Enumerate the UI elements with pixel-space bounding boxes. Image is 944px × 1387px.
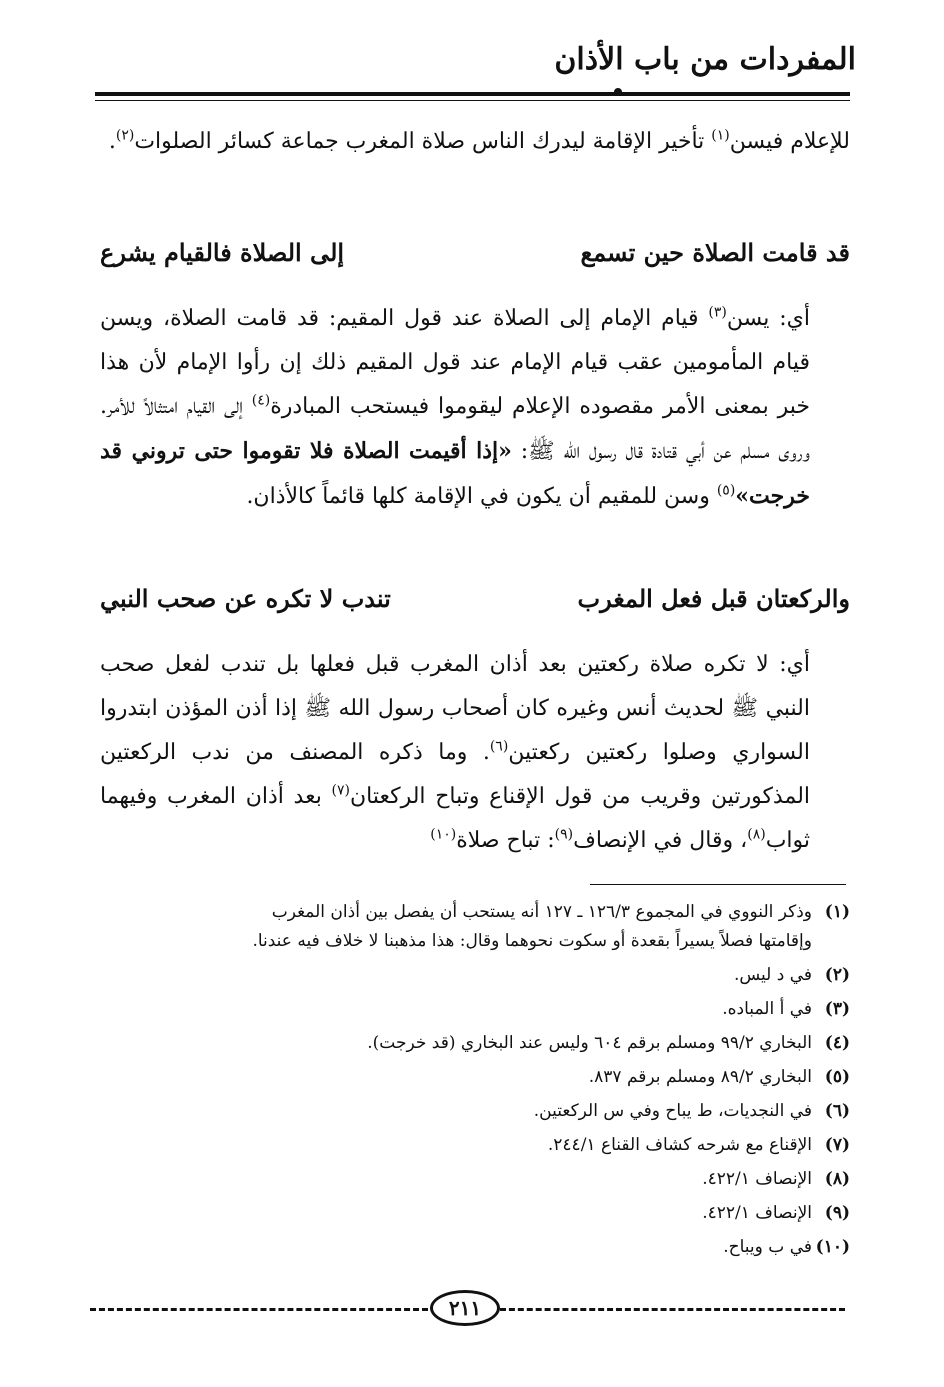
footnote-text-continued: وإقامتها فصلاً يسيراً بقعدة أو سكوت نحوهما وقال: هذا مذهبنا لا خلاف فيه عندنا. [252,931,812,951]
footnote-number: (٤) [824,1033,850,1053]
footnote-item [100,961,850,990]
footnote-ref[interactable]: (٧) [331,782,350,799]
verse-second-hemistich: إلى الصلاة فالقيام يشرع [100,238,345,267]
paragraph-2 [100,297,850,519]
header-rule [95,92,850,96]
header-rule-thin [95,100,850,101]
footer-dashed-line [500,1308,845,1311]
verse-second-hemistich: تندب لا تكره عن صحب النبي [100,584,391,613]
footnote-item [100,1029,850,1058]
footnote-item [100,1131,850,1160]
text-run: تأخير الإقامة ليدرك الناس صلاة المغرب جماعة كسائر الصلوات [134,129,712,154]
footnote-ref[interactable]: (٥) [716,482,736,499]
footnote-item [100,1097,850,1126]
text-run: قيام الإمام إلى الصلاة عند قول المقيم: قد قامت الصلاة، ويسن قيام المأمومين عقب قيام الإمام عند قول المقيم ذلك إن رأوا الإمام لأن هذا خبر بمعنى الأمر مقصوده الإعلام ليقوموا فيستحب المبادرة [100,306,810,419]
footnote-item [100,1165,850,1194]
footnote-ref[interactable]: (٦) [489,738,509,755]
footnote-text: الإنصاف ٤٢٢/١. [702,1169,812,1189]
footnote-ref[interactable]: (٢) [115,127,135,144]
footer-dashed-line [90,1308,428,1311]
footnote-item [100,1199,850,1228]
page-number: ٢١١ [430,1290,500,1326]
footnote-ref[interactable]: (٣) [708,304,727,321]
footnote-item [100,995,850,1024]
footnote-text: في ب ويباح. [723,1237,812,1257]
text-run: إلى القيام امتثالاً للأمر. وروى مسلم عن أبي قتادة قال رسول الله ﷺ: [100,394,811,464]
footnote-text: في النجديات، ط يباح وفي س الركعتين. [533,1101,812,1121]
text-run: للإعلام فيسن [729,129,850,154]
footnote-number: (٥) [824,1067,850,1087]
text-run: . وما ذكره المصنف من ندب الركعتين المذكورتين وقريب من قول الإقناع وتباح الركعتان [100,740,811,809]
verse-line-2 [100,584,850,613]
footnote-separator [590,884,846,885]
text-run: أي: يسن [726,306,810,331]
verse-first-hemistich: والركعتان قبل فعل المغرب [577,584,850,613]
footnote-number: (١٠) [815,1237,850,1257]
footnote-item [100,1063,850,1092]
running-header-title: المفردات من باب الأذان [554,42,856,77]
header-ornament-dot [614,88,622,96]
footnote-number: (٨) [824,1169,850,1189]
footnote-item [100,898,850,956]
footnote-text: وذكر النووي في المجموع ١٢٦/٣ ـ ١٢٧ أنه يستحب أن يفصل بين أذان المغرب [271,902,812,922]
paragraph-1 [100,120,850,164]
text-run: ، وقال في الإنصاف [573,828,748,853]
footnote-number: (٦) [824,1101,850,1121]
verse-line-1 [100,238,850,267]
text-run: وسن للمقيم أن يكون في الإقامة كلها قائماً كالأذان. [246,484,717,509]
footnotes [100,898,850,1267]
footnote-number: (٢) [824,965,850,985]
footnote-text: في أ المباده. [722,999,812,1019]
text-run: بعد أذان المغرب وفيهما ثواب [100,784,810,853]
footnote-text: البخاري ٩٩/٢ ومسلم برقم ٦٠٤ وليس عند البخاري (قد خرجت). [367,1033,812,1053]
text-run: أي: لا تكره صلاة ركعتين بعد أذان المغرب قبل فعلها بل تندب لفعل صحب النبي ﷺ لحديث أنس وغيره كان أصحاب رسول الله ﷺ إذا أذن المؤذن ابتدروا السواري وصلوا ركعتين ركعتين [100,652,810,765]
paragraph-3 [100,643,850,863]
footnote-ref[interactable]: (٤) [251,392,271,409]
footnote-text: البخاري ٨٩/٢ ومسلم برقم ٨٣٧. [588,1067,812,1087]
footnote-text: في د ليس. [733,965,812,985]
text-run: : تباح صلاة [456,828,555,853]
footnote-text: الإنصاف ٤٢٢/١. [702,1203,812,1223]
text-run: . [108,129,116,154]
footnote-number: (٧) [824,1135,850,1155]
footnote-ref[interactable]: (١) [711,127,730,144]
footnote-item [100,1233,850,1262]
footnote-number: (٩) [824,1203,850,1223]
footnote-ref[interactable]: (١٠) [430,826,457,843]
hadith-quote: «إذا أقيمت الصلاة فلا تقوموا حتى تروني قد خرجت» [100,438,810,509]
footnote-ref[interactable]: (٨) [747,826,766,843]
footnote-text: الإقناع مع شرحه كشاف القناع ٢٤٤/١. [547,1135,812,1155]
verse-first-hemistich: قد قامت الصلاة حين تسمع [580,238,850,267]
footnote-number: (٣) [824,999,850,1019]
footnote-ref[interactable]: (٩) [554,826,574,843]
footnote-number: (١) [824,902,850,922]
